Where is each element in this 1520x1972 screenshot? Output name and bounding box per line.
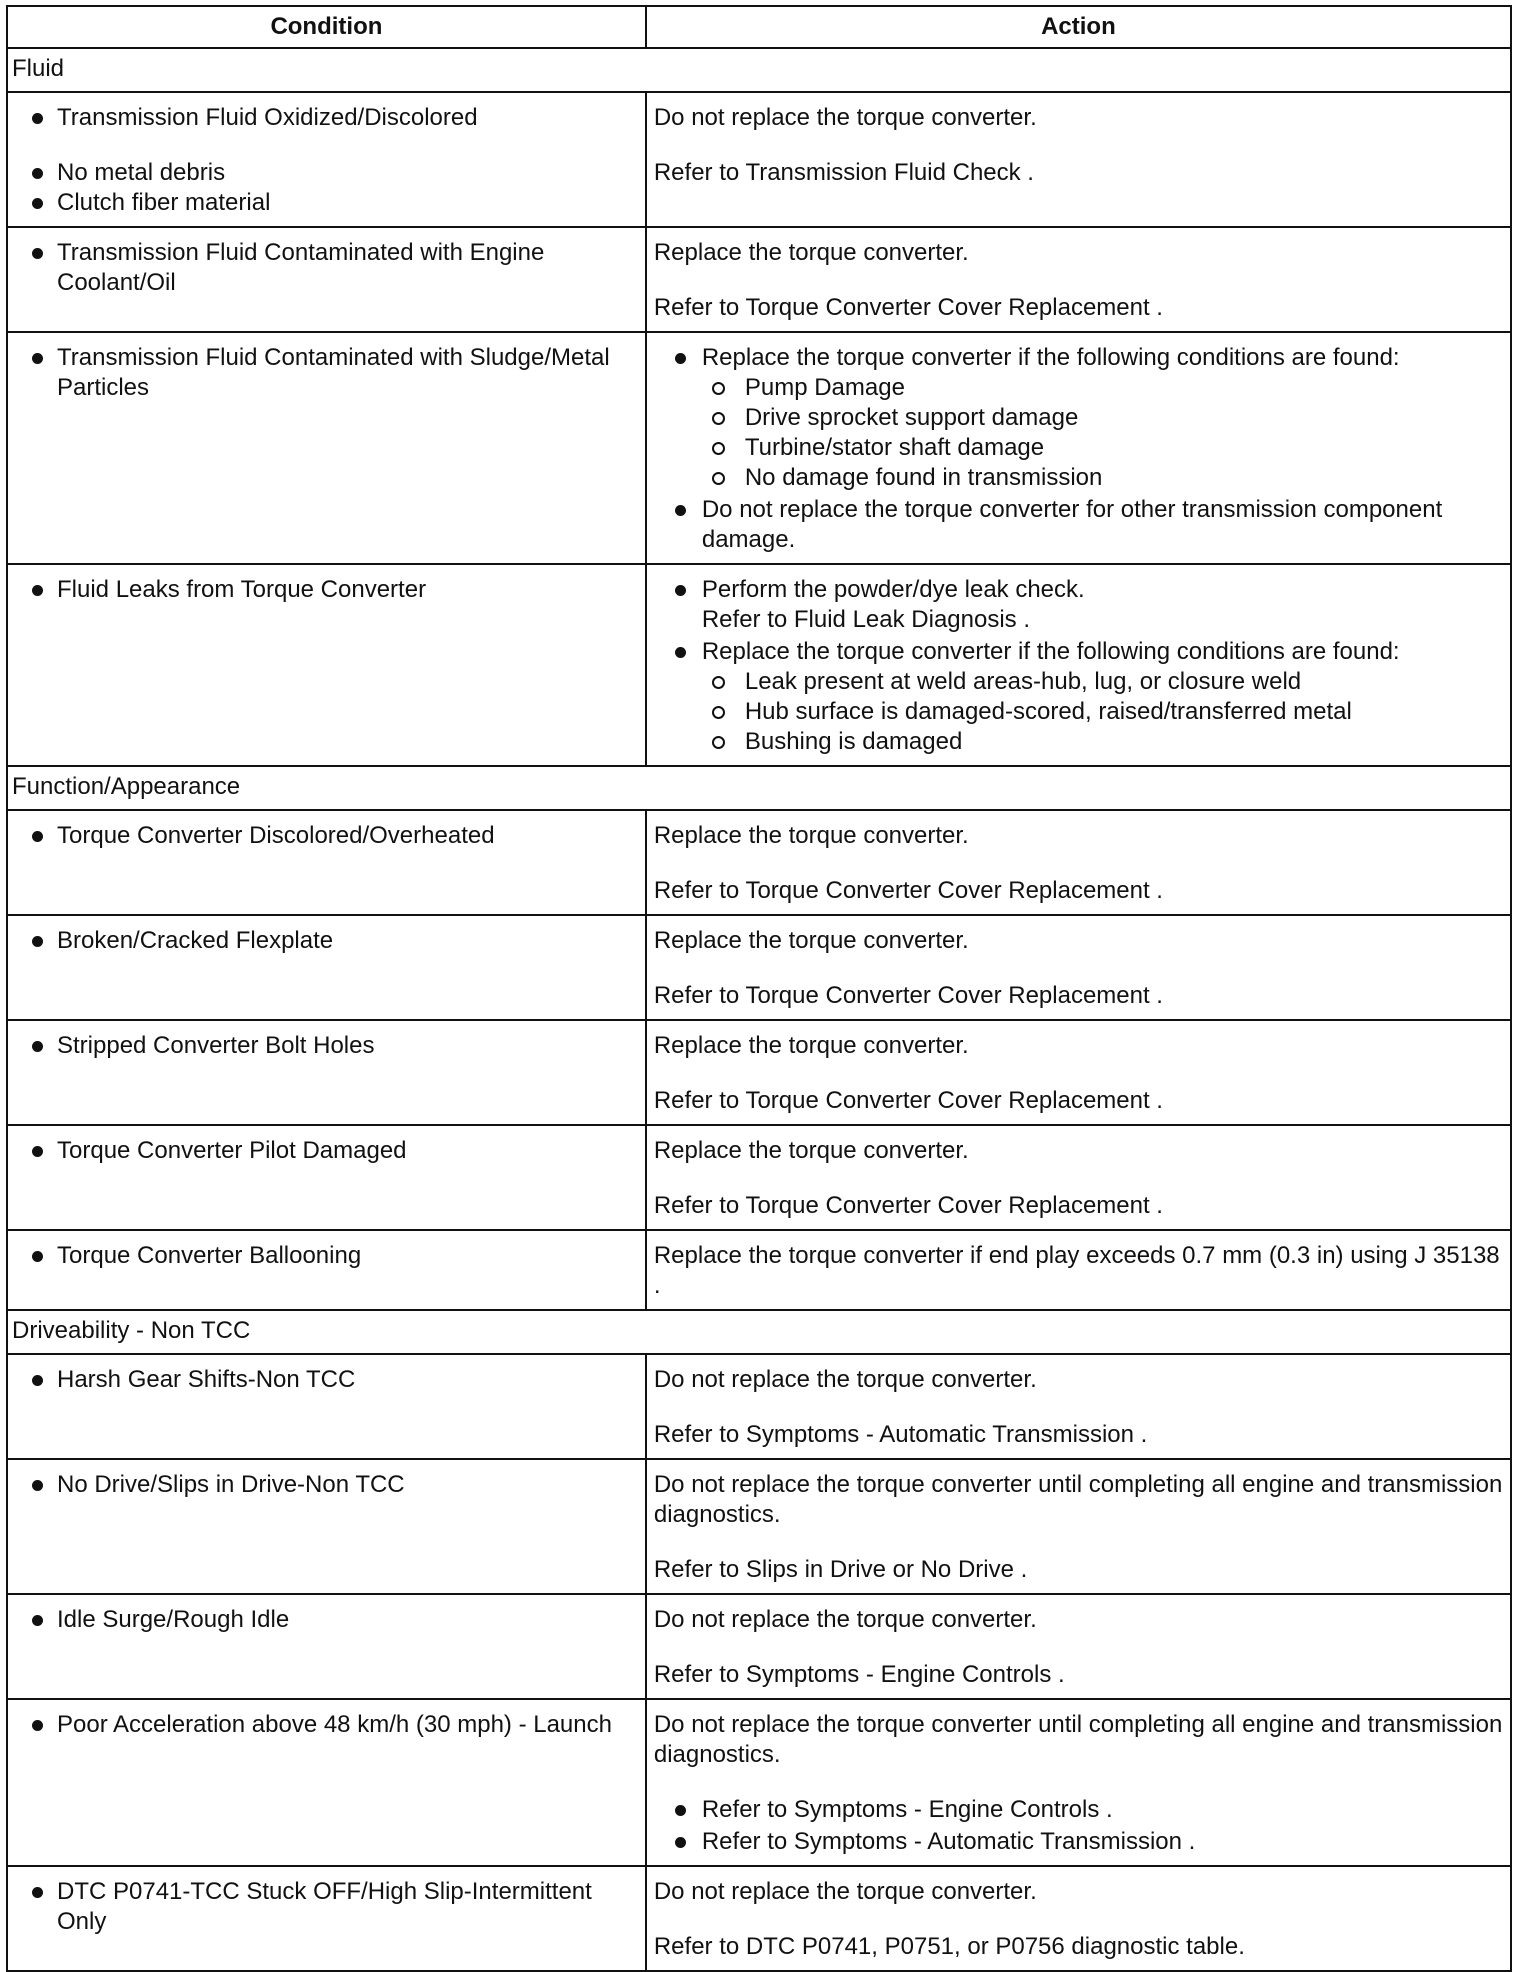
section-title: Function/Appearance (7, 766, 1511, 810)
section-row (7, 48, 1511, 92)
condition-bullet: Poor Acceleration above 48 km/h (30 mph) - Launch (14, 1710, 639, 1740)
condition-cell (7, 1020, 646, 1125)
section-row (7, 1310, 1511, 1354)
condition-bullet: Transmission Fluid Oxidized/Discolored (14, 103, 639, 133)
action-sub-item: Hub surface is damaged-scored, raised/transferred metal (709, 697, 1504, 727)
table-row (7, 1699, 1511, 1866)
action-reference: Refer to Torque Converter Cover Replacement . (653, 877, 1163, 904)
condition-bullet: Transmission Fluid Contaminated with Sludge/Metal Particles (14, 343, 639, 403)
action-cell (646, 1459, 1511, 1594)
action-text: Do not replace the torque converter. (653, 1878, 1037, 1905)
action-bullet: Refer to Symptoms - Automatic Transmission . (653, 1827, 1504, 1857)
section-title: Fluid (7, 48, 1511, 92)
action-bullet: Refer to Symptoms - Engine Controls . (653, 1795, 1504, 1825)
action-cell (646, 1020, 1511, 1125)
condition-cell (7, 564, 646, 766)
action-reference: Refer to Fluid Leak Diagnosis . (701, 606, 1031, 633)
condition-cell (7, 332, 646, 564)
table-row (7, 915, 1511, 1020)
action-sub-item: No damage found in transmission (709, 463, 1504, 493)
condition-cell (7, 1354, 646, 1459)
action-reference: Refer to Symptoms - Engine Controls . (653, 1661, 1065, 1688)
condition-bullet: Idle Surge/Rough Idle (14, 1605, 639, 1635)
condition-bullet: Clutch fiber material (14, 188, 639, 218)
condition-cell (7, 1230, 646, 1310)
action-sub-list (709, 373, 1504, 493)
table-row (7, 92, 1511, 227)
action-column-header: Action (646, 6, 1511, 48)
condition-bullet: Torque Converter Discolored/Overheated (14, 821, 639, 851)
table-row (7, 1125, 1511, 1230)
table-row (7, 1020, 1511, 1125)
table-header-row (7, 6, 1511, 48)
action-reference: Refer to Torque Converter Cover Replacement . (653, 1192, 1163, 1219)
action-cell (646, 1866, 1511, 1971)
condition-bullet: Broken/Cracked Flexplate (14, 926, 639, 956)
action-cell (646, 92, 1511, 227)
action-cell (646, 1699, 1511, 1866)
action-sub-item: Pump Damage (709, 373, 1504, 403)
action-sub-list (709, 667, 1504, 757)
action-bullet-text: Perform the powder/dye leak check. (701, 576, 1085, 603)
table-row (7, 1230, 1511, 1310)
table-row (7, 564, 1511, 766)
action-cell (646, 1594, 1511, 1699)
table-row (7, 227, 1511, 332)
action-cell (646, 1354, 1511, 1459)
action-text: Replace the torque converter. (653, 239, 969, 266)
condition-bullet: DTC P0741-TCC Stuck OFF/High Slip-Intermittent Only (14, 1877, 639, 1937)
action-cell (646, 332, 1511, 564)
condition-cell (7, 1594, 646, 1699)
condition-cell (7, 1699, 646, 1866)
action-text: Do not replace the torque converter. (653, 1366, 1037, 1393)
action-reference: Refer to Torque Converter Cover Replacement . (653, 294, 1163, 321)
condition-bullet: Transmission Fluid Contaminated with Engine Coolant/Oil (14, 238, 639, 298)
action-cell (646, 564, 1511, 766)
action-text: Do not replace the torque converter until completing all engine and transmission diagnostics. (653, 1711, 1503, 1768)
action-text: Do not replace the torque converter. (653, 1606, 1037, 1633)
action-bullet-text: Replace the torque converter if the following conditions are found: (701, 638, 1400, 665)
condition-bullet: Torque Converter Pilot Damaged (14, 1136, 639, 1166)
action-bullet: Do not replace the torque converter for other transmission component damage. (653, 495, 1504, 555)
condition-cell (7, 227, 646, 332)
action-text: Replace the torque converter. (653, 822, 969, 849)
action-text: Do not replace the torque converter until completing all engine and transmission diagnostics. (653, 1471, 1503, 1528)
condition-cell (7, 915, 646, 1020)
action-reference: Refer to Slips in Drive or No Drive . (653, 1556, 1028, 1583)
action-cell (646, 1230, 1511, 1310)
condition-cell (7, 810, 646, 915)
action-reference: Refer to Torque Converter Cover Replacement . (653, 982, 1163, 1009)
action-reference: Refer to Symptoms - Automatic Transmission . (653, 1421, 1148, 1448)
action-text: Do not replace the torque converter. (653, 104, 1037, 131)
condition-bullet: Fluid Leaks from Torque Converter (14, 575, 639, 605)
action-reference: Refer to Transmission Fluid Check . (653, 159, 1034, 186)
table-row (7, 332, 1511, 564)
section-row (7, 766, 1511, 810)
action-text: Replace the torque converter. (653, 1032, 969, 1059)
diagnostic-table-wrapper (6, 5, 1512, 1972)
condition-bullet: Stripped Converter Bolt Holes (14, 1031, 639, 1061)
condition-cell (7, 1459, 646, 1594)
action-reference: Refer to DTC P0741, P0751, or P0756 diagnostic table. (653, 1933, 1245, 1960)
action-reference: Refer to Torque Converter Cover Replacement . (653, 1087, 1163, 1114)
action-cell (646, 1125, 1511, 1230)
section-title: Driveability - Non TCC (7, 1310, 1511, 1354)
torque-converter-diagnosis-table (6, 5, 1512, 1972)
condition-bullet: Harsh Gear Shifts-Non TCC (14, 1365, 639, 1395)
action-bullet (653, 575, 1504, 635)
action-text: Replace the torque converter. (653, 1137, 969, 1164)
action-text: Replace the torque converter if end play exceeds 0.7 mm (0.3 in) using J 35138 . (653, 1242, 1500, 1299)
condition-cell (7, 1866, 646, 1971)
table-row (7, 1354, 1511, 1459)
action-bullet-text: Replace the torque converter if the following conditions are found: (701, 344, 1400, 371)
action-bullet (653, 637, 1504, 757)
table-row (7, 1459, 1511, 1594)
action-sub-item: Drive sprocket support damage (709, 403, 1504, 433)
condition-bullet: No metal debris (14, 158, 639, 188)
condition-cell (7, 1125, 646, 1230)
action-sub-item: Leak present at weld areas-hub, lug, or closure weld (709, 667, 1504, 697)
action-bullet (653, 343, 1504, 493)
table-row (7, 1866, 1511, 1971)
action-sub-item: Bushing is damaged (709, 727, 1504, 757)
condition-bullet: Torque Converter Ballooning (14, 1241, 639, 1271)
action-cell (646, 810, 1511, 915)
condition-bullet: No Drive/Slips in Drive-Non TCC (14, 1470, 639, 1500)
condition-column-header: Condition (7, 6, 646, 48)
table-row (7, 1594, 1511, 1699)
table-row (7, 810, 1511, 915)
action-cell (646, 915, 1511, 1020)
action-sub-item: Turbine/stator shaft damage (709, 433, 1504, 463)
action-text: Replace the torque converter. (653, 927, 969, 954)
condition-cell (7, 92, 646, 227)
action-cell (646, 227, 1511, 332)
